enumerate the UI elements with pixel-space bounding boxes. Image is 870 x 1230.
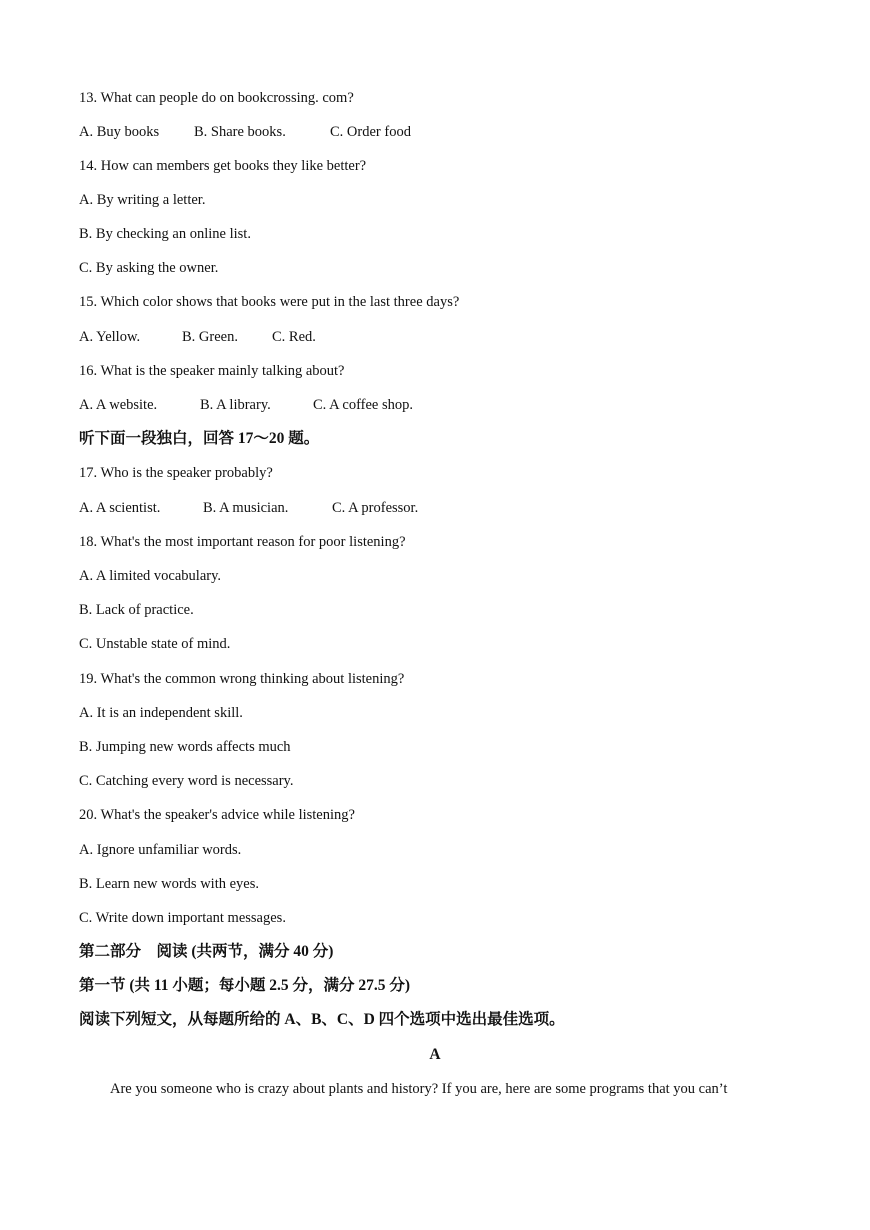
option-14-b: B. By checking an online list. xyxy=(79,226,251,242)
passage-first-line: Are you someone who is crazy about plants and history? If you are, here are some programs that you can’t xyxy=(110,1081,728,1097)
option-15-a: A. Yellow. xyxy=(79,329,141,345)
option-17-a: A. A scientist. xyxy=(79,500,161,516)
question-13-options xyxy=(79,122,411,142)
option-13-c: C. Order food xyxy=(330,124,411,140)
option-18-b: B. Lack of practice. xyxy=(79,602,194,618)
option-15-c: C. Red. xyxy=(272,329,316,345)
question-15: 15. Which color shows that books were put in the last three days? xyxy=(79,294,460,310)
reading-instruction: 阅读下列短文，从每题所给的 A、B、C、D 四个选项中选出最佳选项。 xyxy=(79,1011,565,1028)
option-16-b: B. A library. xyxy=(200,397,271,413)
option-20-a: A. Ignore unfamiliar words. xyxy=(79,842,242,858)
section1-heading: 第一节 (共 11 小题；每小题 2.5 分，满分 27.5 分) xyxy=(79,977,411,994)
option-20-b: B. Learn new words with eyes. xyxy=(79,876,259,892)
option-14-a: A. By writing a letter. xyxy=(79,192,206,208)
question-16-options xyxy=(79,395,413,415)
question-14: 14. How can members get books they like better? xyxy=(79,158,367,174)
monologue-instruction: 听下面一段独白，回答 17～20 题。 xyxy=(79,430,320,447)
question-17-options xyxy=(79,498,418,518)
question-15-options xyxy=(79,327,316,347)
option-20-c: C. Write down important messages. xyxy=(79,910,286,926)
option-18-c: C. Unstable state of mind. xyxy=(79,636,231,652)
option-15-b: B. Green. xyxy=(182,329,238,345)
question-13: 13. What can people do on bookcrossing. com? xyxy=(79,90,354,106)
option-19-b: B. Jumping new words affects much xyxy=(79,739,291,755)
question-17: 17. Who is the speaker probably? xyxy=(79,465,273,481)
question-19: 19. What's the common wrong thinking about listening? xyxy=(79,671,405,687)
option-18-a: A. A limited vocabulary. xyxy=(79,568,222,584)
option-16-a: A. A website. xyxy=(79,397,158,413)
question-20: 20. What's the speaker's advice while listening? xyxy=(79,807,355,823)
option-14-c: C. By asking the owner. xyxy=(79,260,219,276)
option-17-c: C. A professor. xyxy=(332,500,419,516)
option-19-c: C. Catching every word is necessary. xyxy=(79,773,294,789)
option-13-b: B. Share books. xyxy=(194,124,286,140)
part2-heading: 第二部分 阅读 (共两节，满分 40 分) xyxy=(79,943,334,960)
option-16-c: C. A coffee shop. xyxy=(313,397,414,413)
question-18: 18. What's the most important reason for poor listening? xyxy=(79,534,406,550)
option-19-a: A. It is an independent skill. xyxy=(79,705,243,721)
passage-label: A xyxy=(429,1046,441,1063)
option-13-a: A. Buy books xyxy=(79,124,160,140)
question-16: 16. What is the speaker mainly talking about? xyxy=(79,363,345,379)
option-17-b: B. A musician. xyxy=(203,500,289,516)
